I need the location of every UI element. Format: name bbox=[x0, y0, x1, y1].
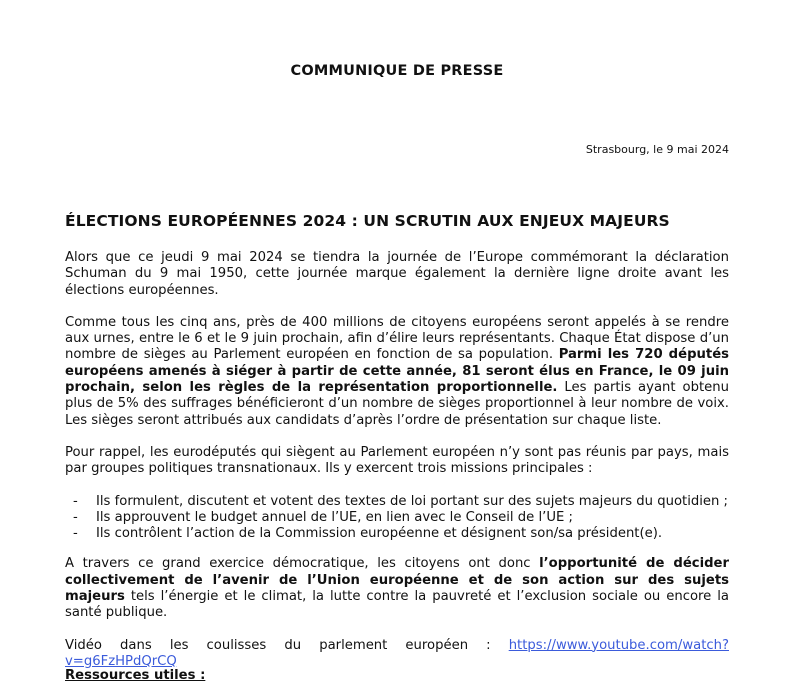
article-title: ÉLECTIONS EUROPÉENNES 2024 : UN SCRUTIN AUX ENJEUX MAJEURS bbox=[65, 212, 670, 230]
list-item-text: Ils approuvent le budget annuel de l’UE, en lien avec le Conseil de l’UE ; bbox=[96, 509, 573, 525]
resources-heading: Ressources utiles : bbox=[65, 668, 206, 683]
video-link[interactable]: https://www.youtube.com/watch?v=g6FzHPdQrCQ bbox=[65, 637, 729, 669]
list-item-text: Ils formulent, discutent et votent des textes de loi portant sur des sujets majeurs du quotidien ; bbox=[96, 493, 729, 509]
paragraph-elections bbox=[65, 315, 729, 429]
paragraph-text: A travers ce grand exercice démocratique, les citoyens ont donc bbox=[65, 556, 540, 572]
bullet-dash: - bbox=[73, 509, 78, 525]
video-label: Vidéo dans les coulisses du parlement européen : bbox=[65, 637, 509, 653]
list-item bbox=[65, 494, 729, 510]
article-body bbox=[65, 250, 729, 686]
paragraph-text: tels l’énergie et le climat, la lutte contre la pauvreté et l’exclusion sociale ou encore la santé publique. bbox=[65, 589, 729, 621]
list-item bbox=[65, 510, 729, 526]
paragraph-text: Les partis ayant obtenu plus de 5% des suffrages bénéficieront d’un nombre de sièges proportionnel à leur nombre de voix. Les sièges seront attribués aux candidats d’après l’ordre de présentation sur chaque liste. bbox=[65, 380, 729, 428]
bullet-dash: - bbox=[73, 493, 78, 509]
paragraph-bold-text: l’opportunité de décider collectivement de l’avenir de l’Union européenne et de son action sur des sujets majeurs bbox=[65, 556, 730, 605]
paragraph-video bbox=[65, 638, 729, 671]
paragraph-bold-text: Parmi les 720 députés européens amenés à siéger à partir de cette année, 81 seront élus en France, le 09 juin prochain, selon les règles de la représentation proportionnelle. bbox=[65, 347, 729, 396]
missions-list bbox=[65, 494, 729, 543]
list-item-text: Ils contrôlent l’action de la Commission européenne et désignent son/sa président(e). bbox=[96, 526, 663, 542]
press-release-heading: COMMUNIQUE DE PRESSE bbox=[290, 63, 504, 79]
paragraph-text: Comme tous les cinq ans, près de 400 millions de citoyens européens seront appelés à se rendre aux urnes, entre le 6 et le 9 juin prochain, afin d’élire leurs représentants. Chaque État dispose d’un nombre de sièges au Parlement européen en fonction de sa population. bbox=[65, 314, 729, 363]
place-date: Strasbourg, le 9 mai 2024 bbox=[585, 143, 729, 156]
paragraph-opportunity bbox=[65, 556, 729, 621]
bullet-dash: - bbox=[73, 526, 78, 542]
paragraph-intro: Alors que ce jeudi 9 mai 2024 se tiendra la journée de l’Europe commémorant la déclaration Schuman du 9 mai 1950, cette journée marque également la dernière ligne droite avant les élections européennes. bbox=[65, 250, 729, 298]
list-item bbox=[65, 526, 729, 542]
paragraph-missions: Pour rappel, les eurodéputés qui siègent au Parlement européen n’y sont pas réunis par pays, mais par groupes politiques transnationaux. Ils y exercent trois missions principales : bbox=[65, 444, 729, 477]
